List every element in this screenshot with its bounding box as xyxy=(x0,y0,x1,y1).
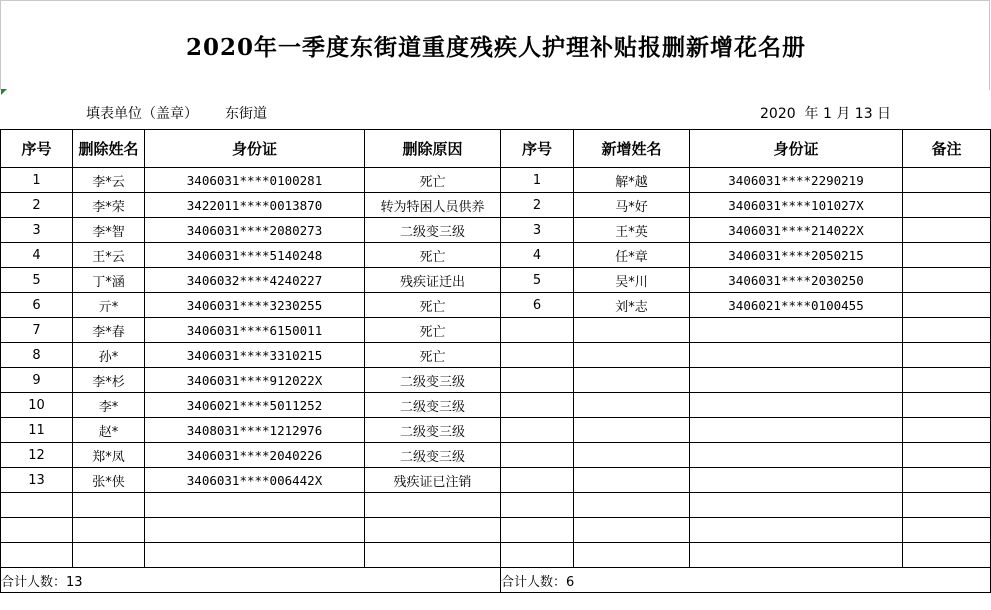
deleted-name-cell[interactable]: 孙* xyxy=(73,343,145,368)
added-id-cell[interactable]: 3406031****2290219 xyxy=(690,168,903,193)
added-name-cell[interactable] xyxy=(574,493,690,518)
deleted-name-cell[interactable]: 丁*涵 xyxy=(73,268,145,293)
deleted-id-cell[interactable] xyxy=(145,518,365,543)
added-note-cell[interactable] xyxy=(903,368,991,393)
deleted-reason-cell[interactable]: 二级变三级 xyxy=(365,218,501,243)
added-name-cell[interactable] xyxy=(574,418,690,443)
deleted-name-cell[interactable]: 亓* xyxy=(73,293,145,318)
added-name-cell[interactable]: 任*章 xyxy=(574,243,690,268)
added-no-cell[interactable]: 3 xyxy=(501,218,574,243)
header-cell[interactable]: 删除原因 xyxy=(365,130,501,168)
deleted-reason-cell[interactable]: 残疾证已注销 xyxy=(365,468,501,493)
table-row xyxy=(1,293,991,318)
added-note-cell[interactable] xyxy=(903,393,991,418)
added-no-cell[interactable] xyxy=(501,518,574,543)
added-note-cell[interactable] xyxy=(903,443,991,468)
added-note-cell[interactable] xyxy=(903,418,991,443)
deleted-name-cell[interactable] xyxy=(73,493,145,518)
table-row xyxy=(1,443,991,468)
deleted-no-cell[interactable] xyxy=(1,543,73,568)
header-cell[interactable]: 身份证 xyxy=(690,130,903,168)
total-deleted-cell[interactable]: 合计人数：13 xyxy=(1,568,501,593)
added-note-cell[interactable] xyxy=(903,343,991,368)
deleted-reason-cell[interactable]: 二级变三级 xyxy=(365,393,501,418)
deleted-id-cell[interactable]: 3406031****3230255 xyxy=(145,293,365,318)
added-no-cell[interactable] xyxy=(501,343,574,368)
added-id-cell[interactable] xyxy=(690,368,903,393)
table-row xyxy=(1,243,991,268)
deleted-no-cell[interactable]: 13 xyxy=(1,468,73,493)
added-id-cell[interactable]: 3406031****2030250 xyxy=(690,268,903,293)
table-row xyxy=(1,368,991,393)
fill-date: 2020 年 1 月 13 日 xyxy=(760,106,892,122)
added-name-cell[interactable] xyxy=(574,443,690,468)
added-id-cell[interactable] xyxy=(690,318,903,343)
deleted-reason-cell[interactable] xyxy=(365,518,501,543)
info-row xyxy=(0,90,990,129)
deleted-name-cell[interactable]: 李*杉 xyxy=(73,368,145,393)
header-cell[interactable]: 删除姓名 xyxy=(73,130,145,168)
table-row xyxy=(1,193,991,218)
deleted-name-cell[interactable]: 李*云 xyxy=(73,168,145,193)
deleted-name-cell[interactable]: 李*智 xyxy=(73,218,145,243)
deleted-no-cell[interactable]: 5 xyxy=(1,268,73,293)
table-row xyxy=(1,393,991,418)
added-no-cell[interactable] xyxy=(501,468,574,493)
added-note-cell[interactable] xyxy=(903,318,991,343)
deleted-id-cell[interactable]: 3422011****0013870 xyxy=(145,193,365,218)
deleted-reason-cell[interactable]: 死亡 xyxy=(365,318,501,343)
deleted-reason-cell[interactable]: 死亡 xyxy=(365,343,501,368)
added-id-cell[interactable] xyxy=(690,393,903,418)
deleted-id-cell[interactable]: 3406032****4240227 xyxy=(145,268,365,293)
added-note-cell[interactable] xyxy=(903,243,991,268)
added-no-cell[interactable] xyxy=(501,393,574,418)
deleted-no-cell[interactable]: 11 xyxy=(1,418,73,443)
added-name-cell[interactable]: 马*好 xyxy=(574,193,690,218)
deleted-no-cell[interactable]: 4 xyxy=(1,243,73,268)
added-name-cell[interactable]: 刘*志 xyxy=(574,293,690,318)
deleted-reason-cell[interactable] xyxy=(365,493,501,518)
deleted-id-cell[interactable]: 3408031****1212976 xyxy=(145,418,365,443)
added-name-cell[interactable] xyxy=(574,468,690,493)
table-row xyxy=(1,543,991,568)
header-cell[interactable]: 身份证 xyxy=(145,130,365,168)
added-no-cell[interactable] xyxy=(501,418,574,443)
table-row xyxy=(1,418,991,443)
deleted-id-cell[interactable]: 3406031****912022X xyxy=(145,368,365,393)
header-cell[interactable]: 序号 xyxy=(1,130,73,168)
deleted-reason-cell[interactable]: 残疾证迁出 xyxy=(365,268,501,293)
added-note-cell[interactable] xyxy=(903,493,991,518)
unit-label: 填表单位（盖章） xyxy=(86,106,198,122)
deleted-reason-cell[interactable]: 死亡 xyxy=(365,243,501,268)
deleted-name-cell[interactable]: 李* xyxy=(73,393,145,418)
table-row xyxy=(1,518,991,543)
table-row xyxy=(1,468,991,493)
added-no-cell[interactable] xyxy=(501,368,574,393)
deleted-no-cell[interactable]: 12 xyxy=(1,443,73,468)
deleted-no-cell[interactable]: 8 xyxy=(1,343,73,368)
table-row xyxy=(1,343,991,368)
title-cell[interactable] xyxy=(0,0,990,90)
deleted-id-cell[interactable]: 3406031****6150011 xyxy=(145,318,365,343)
deleted-id-cell[interactable]: 3406031****0100281 xyxy=(145,168,365,193)
added-name-cell[interactable] xyxy=(574,543,690,568)
added-name-cell[interactable]: 吴*川 xyxy=(574,268,690,293)
table-row xyxy=(1,268,991,293)
header-cell[interactable]: 新增姓名 xyxy=(574,130,690,168)
added-name-cell[interactable] xyxy=(574,368,690,393)
deleted-name-cell[interactable]: 郑*凤 xyxy=(73,443,145,468)
total-row xyxy=(1,568,991,593)
added-id-cell[interactable]: 3406031****2050215 xyxy=(690,243,903,268)
deleted-reason-cell[interactable]: 死亡 xyxy=(365,293,501,318)
added-no-cell[interactable] xyxy=(501,543,574,568)
deleted-name-cell[interactable]: 李*荣 xyxy=(73,193,145,218)
deleted-id-cell[interactable]: 3406031****2080273 xyxy=(145,218,365,243)
added-id-cell[interactable] xyxy=(690,493,903,518)
deleted-id-cell[interactable]: 3406031****5140248 xyxy=(145,243,365,268)
added-no-cell[interactable] xyxy=(501,493,574,518)
deleted-no-cell[interactable]: 9 xyxy=(1,368,73,393)
added-note-cell[interactable] xyxy=(903,168,991,193)
total-added-cell[interactable]: 合计人数：6 xyxy=(501,568,991,593)
deleted-no-cell[interactable]: 3 xyxy=(1,218,73,243)
table-row xyxy=(1,318,991,343)
added-no-cell[interactable]: 4 xyxy=(501,243,574,268)
added-name-cell[interactable] xyxy=(574,343,690,368)
added-note-cell[interactable] xyxy=(903,193,991,218)
deleted-id-cell[interactable] xyxy=(145,543,365,568)
deleted-id-cell[interactable]: 3406021****5011252 xyxy=(145,393,365,418)
deleted-name-cell[interactable] xyxy=(73,518,145,543)
deleted-name-cell[interactable]: 张*侠 xyxy=(73,468,145,493)
deleted-reason-cell[interactable]: 二级变三级 xyxy=(365,418,501,443)
table-row xyxy=(1,493,991,518)
added-name-cell[interactable] xyxy=(574,518,690,543)
deleted-name-cell[interactable]: 李*春 xyxy=(73,318,145,343)
added-no-cell[interactable]: 2 xyxy=(501,193,574,218)
added-no-cell[interactable]: 1 xyxy=(501,168,574,193)
added-id-cell[interactable]: 3406021****0100455 xyxy=(690,293,903,318)
added-id-cell[interactable]: 3406031****101027X xyxy=(690,193,903,218)
header-cell[interactable]: 序号 xyxy=(501,130,574,168)
deleted-name-cell[interactable] xyxy=(73,543,145,568)
deleted-no-cell[interactable] xyxy=(1,493,73,518)
page-title: 2020年一季度东街道重度残疾人护理补贴报删新增花名册 xyxy=(185,34,806,61)
added-note-cell[interactable] xyxy=(903,268,991,293)
added-id-cell[interactable] xyxy=(690,343,903,368)
deleted-id-cell[interactable] xyxy=(145,493,365,518)
deleted-no-cell[interactable]: 7 xyxy=(1,318,73,343)
deleted-no-cell[interactable]: 6 xyxy=(1,293,73,318)
added-note-cell[interactable] xyxy=(903,293,991,318)
added-id-cell[interactable] xyxy=(690,418,903,443)
deleted-id-cell[interactable]: 3406031****3310215 xyxy=(145,343,365,368)
added-id-cell[interactable] xyxy=(690,468,903,493)
deleted-reason-cell[interactable]: 转为特困人员供养 xyxy=(365,193,501,218)
added-name-cell[interactable]: 解*越 xyxy=(574,168,690,193)
added-name-cell[interactable]: 王*英 xyxy=(574,218,690,243)
deleted-name-cell[interactable]: 王*云 xyxy=(73,243,145,268)
deleted-name-cell[interactable]: 赵* xyxy=(73,418,145,443)
table-row xyxy=(1,168,991,193)
added-no-cell[interactable] xyxy=(501,443,574,468)
roster-table xyxy=(0,129,991,593)
deleted-reason-cell[interactable]: 二级变三级 xyxy=(365,443,501,468)
deleted-no-cell[interactable]: 10 xyxy=(1,393,73,418)
deleted-id-cell[interactable]: 3406031****006442X xyxy=(145,468,365,493)
deleted-reason-cell[interactable]: 死亡 xyxy=(365,168,501,193)
added-id-cell[interactable] xyxy=(690,543,903,568)
added-no-cell[interactable]: 5 xyxy=(501,268,574,293)
added-id-cell[interactable] xyxy=(690,443,903,468)
added-id-cell[interactable] xyxy=(690,518,903,543)
added-note-cell[interactable] xyxy=(903,518,991,543)
deleted-no-cell[interactable] xyxy=(1,518,73,543)
header-cell[interactable]: 备注 xyxy=(903,130,991,168)
added-note-cell[interactable] xyxy=(903,468,991,493)
deleted-reason-cell[interactable] xyxy=(365,543,501,568)
added-note-cell[interactable] xyxy=(903,218,991,243)
added-id-cell[interactable]: 3406031****214022X xyxy=(690,218,903,243)
deleted-reason-cell[interactable]: 二级变三级 xyxy=(365,368,501,393)
added-note-cell[interactable] xyxy=(903,543,991,568)
table-row xyxy=(1,218,991,243)
unit-value: 东街道 xyxy=(225,106,267,122)
deleted-id-cell[interactable]: 3406031****2040226 xyxy=(145,443,365,468)
added-no-cell[interactable] xyxy=(501,318,574,343)
header-row xyxy=(1,130,991,168)
deleted-no-cell[interactable]: 2 xyxy=(1,193,73,218)
added-name-cell[interactable] xyxy=(574,393,690,418)
added-name-cell[interactable] xyxy=(574,318,690,343)
added-no-cell[interactable]: 6 xyxy=(501,293,574,318)
deleted-no-cell[interactable]: 1 xyxy=(1,168,73,193)
